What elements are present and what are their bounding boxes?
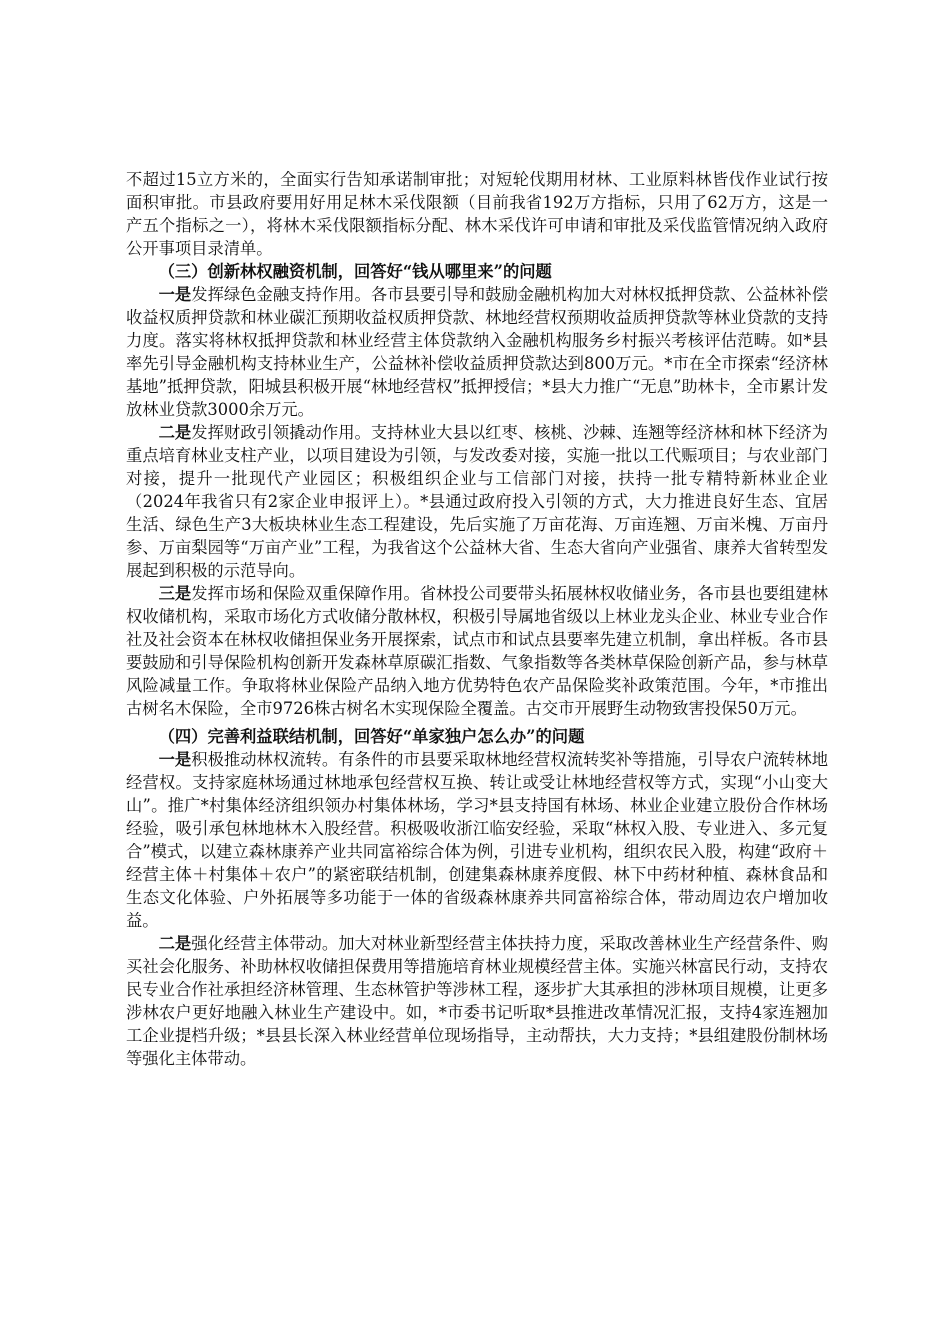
item-text: 发挥绿色金融支持作用。各市县要引导和鼓励金融机构加大对林权抵押贷款、公益林补偿收益权质押贷款和林业碳汇预期收益权质押贷款、林地经营权预期收益质押贷款等林业贷款的支持力度。落实将林权抵押贷款和林业经营主体贷款纳入金融机构服务乡村振兴考核评估范畴。如*县率先引导金融机构支持林业生产，公益林补偿收益质押贷款达到800万元。*市在全市探索“经济林基地”抵押贷款，阳城县积极开展“林地经营权”抵押授信；*县大力推广“无息”助林卡，全市累计发放林业贷款3000余万元。: [126, 285, 828, 419]
item-text: 积极推动林权流转。有条件的市县要采取林地经营权流转奖补等措施，引导农户流转林地经营权。支持家庭林场通过林地承包经营权互换、转让或受让林地经营权等方式，实现“小山变大山”。推广*村集体经济组织领办村集体林场，学习*县支持国有林场、林业企业建立股份合作林场经验，吸引承包林地林木入股经营。积极吸收浙江临安经验，采取“林权入股、专业进入、多元复合”模式，以建立森林康养产业共同富裕综合体为例，引进专业机构，组织农民入股，构建“政府＋经营主体＋村集体＋农户”的紧密联结机制，创建集森林康养度假、林下中药材种植、森林食品和生态文化体验、户外拓展等多功能于一体的省级森林康养共同富裕综合体，带动周边农户增加收益。: [126, 750, 828, 930]
section-4-item-2: [126, 932, 828, 1070]
section-3-item-3: [126, 582, 828, 720]
intro-paragraph: 不超过15立方米的，全面实行告知承诺制审批；对短轮伐期用材林、工业原料林皆伐作业试行按面积审批。市县政府要用好用足林木采伐限额（目前我省192万方指标，只用了62万方，这是一产五个指标之一），将林木采伐限额指标分配、林木采伐许可申请和审批及采伐监管情况纳入政府公开事项目录清单。: [126, 170, 828, 258]
item-lead: 二是: [158, 423, 192, 442]
document-page: [126, 168, 828, 1070]
item-lead: 一是: [158, 750, 192, 769]
section-3-heading: （三）创新林权融资机制，回答好“钱从哪里来”的问题: [158, 262, 552, 281]
section-3-item-2: [126, 421, 828, 582]
item-lead: 三是: [158, 584, 192, 603]
section-3-item-1: [126, 283, 828, 421]
section-4-heading: （四）完善利益联结机制，回答好“单家独户怎么办”的问题: [158, 727, 585, 746]
item-text: 发挥财政引领撬动作用。支持林业大县以红枣、核桃、沙棘、连翘等经济林和林下经济为重点培育林业支柱产业，以项目建设为引领，与发改委对接，实施一批以工代赈项目；与农业部门对接，提升一批现代产业园区；积极组织企业与工信部门对接，扶持一批专精特新林业企业（2024年我省只有2家企业申报评上）。*县通过政府投入引领的方式，大力推进良好生态、宜居生活、绿色生产3大板块林业生态工程建设，先后实施了万亩花海、万亩连翘、万亩米槐、万亩丹参、万亩梨园等“万亩产业”工程，为我省这个公益林大省、生态大省向产业强省、康养大省转型发展起到积极的示范导向。: [126, 423, 828, 580]
item-text: 强化经营主体带动。加大对林业新型经营主体扶持力度，采取改善林业生产经营条件、购买社会化服务、补助林权收储担保费用等措施培育林业规模经营主体。实施兴林富民行动，支持农民专业合作社承担经济林管理、生态林管护等涉林工程，逐步扩大其承担的涉林项目规模，让更多涉林农户更好地融入林业生产建设中。如，*市委书记听取*县推进改革情况汇报，支持4家连翘加工企业提档升级；*县县长深入林业经营单位现场指导，主动帮扶，大力支持；*县组建股份制林场等强化主体带动。: [126, 934, 828, 1068]
item-lead: 一是: [158, 285, 192, 304]
item-lead: 二是: [158, 934, 192, 953]
section-4-item-1: [126, 748, 828, 932]
item-text: 发挥市场和保险双重保障作用。省林投公司要带头拓展林权收储业务，各市县也要组建林权收储机构，采取市场化方式收储分散林权，积极引导属地省级以上林业龙头企业、林业专业合作社及社会资本在林权收储担保业务开展探索，试点市和试点县要率先建立机制，拿出样板。各市县要鼓励和引导保险机构创新开发森林草原碳汇指数、气象指数等各类林草保险创新产品，参与林草风险减量工作。争取将林业保险产品纳入地方优势特色农产品保险奖补政策范围。今年，*市推出古树名木保险，全市9726株古树名木实现保险全覆盖。古交市开展野生动物致害投保50万元。: [126, 584, 828, 718]
